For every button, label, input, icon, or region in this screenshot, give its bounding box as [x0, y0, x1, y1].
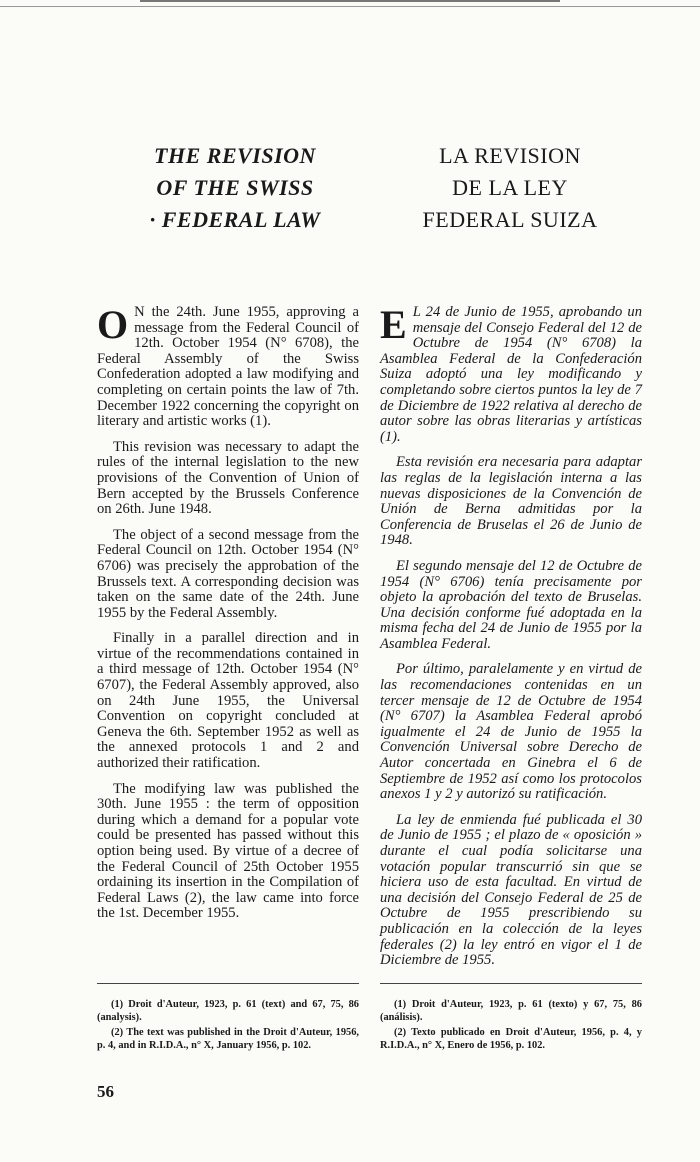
spanish-column — [380, 302, 642, 979]
title-es-line-1: LA REVISION — [439, 143, 581, 168]
footnotes-spanish — [380, 998, 642, 1054]
footnote-divider-es — [380, 983, 642, 984]
footnotes-english — [97, 998, 359, 1054]
english-column — [97, 302, 359, 932]
top-edge-rule — [140, 0, 560, 2]
es-paragraph-1-text: L 24 de Junio de 1955, aprobando un mensaje del Consejo Federal del 12 de Octubre de 1954 (N° 6708) la Asamblea Federal de la Confederación Suiza adoptó una ley modificando y completando sobre ciertos puntos la ley de 7 de Diciembre de 1922 relativa al derecho de autor sobre las obras literarias y artísticas (1). — [380, 304, 642, 445]
en-paragraph-1 — [97, 302, 359, 430]
es-paragraph-5: La ley de enmienda fué publicada el 30 de Junio de 1955 ; el plazo de « oposición » durante el cual podía solicitarse una votación popular transcurrió sin que se hiciera uso de esta facultad. En virtud de una decisión del Consejo Federal de 25 de Octubre de 1955 prescribiendo su publicación en la colección de la leyes federales (2) la ley entró en vigor el 1 de Diciembre de 1955. — [380, 811, 642, 969]
es-footnote-2: (2) Texto publicado en Droit d'Auteur, 1956, p. 4, y R.I.D.A., n° X, Enero de 1956, p. 102. — [380, 1027, 642, 1051]
es-paragraph-2: Esta revisión era necesaria para adaptar las reglas de la legislación interna a las nuevas disposiciones de la Convención de Unión de Berna admitidas por la Conferencia de Bruselas el 26 de Junio de 1948. — [380, 454, 642, 549]
title-en-line-3: · FEDERAL LAW — [149, 207, 321, 232]
es-paragraph-3: El segundo mensaje del 12 de Octubre de 1954 (N° 6706) tenía precisamente por objeto la aprobación del texto de Bruselas. Una decisión conforme fué adoptada en la misma fecha del 24 de Junio de 1955 por la Asamblea Federal. — [380, 557, 642, 652]
es-footnote-1: (1) Droit d'Auteur, 1923, p. 61 (texto) y 67, 75, 86 (análisis). — [380, 999, 642, 1023]
title-es-line-2: DE LA LEY — [452, 175, 568, 200]
en-paragraph-4: Finally in a parallel direction and in virtue of the recommendations contained in a third message of 12th. October 1954 (N° 6707), the Federal Assembly approved, also on 24th June 1955, the Universal Convention on copyright concluded at Geneva the 6th. September 1952 as well as the annexed protocols 1 and 2 and authorized their ratification. — [97, 630, 359, 772]
en-footnote-2: (2) The text was published in the Droit d'Auteur, 1956, p. 4, and in R.I.D.A., n° X, January 1956, p. 102. — [97, 1027, 359, 1051]
en-paragraph-5: The modifying law was published the 30th. June 1955 : the term of opposition during which a demand for a popular vote could be presented has passed without this option being used. By virtue of a decree of the Federal Council of 25th October 1955 ordaining its insertion in the Compilation of Federal Laws (2), the law came into force the 1st. December 1955. — [97, 780, 359, 922]
es-paragraph-4: Por último, paralelamente y en virtud de las recomendaciones contenidas en un tercer mensaje de 12 de Octubre de 1954 (N° 6707) la Asamblea Federal aprobó igualmente el 24 de Junio de 1955 la Convención Universal sobre Derecho de Autor concertada en Ginebra el 6 de Septiembre de 1952 así como los protocolos anexos 1 y 2 y autorizó su ratificación. — [380, 661, 642, 803]
es-paragraph-1 — [380, 302, 642, 445]
title-es-line-3: FEDERAL SUIZA — [422, 207, 598, 232]
en-paragraph-2: This revision was necessary to adapt the rules of the internal legislation to the new provisions of the Convention of Union of Bern accepted by the Brussels Conference on 26th. June 1948. — [97, 438, 359, 518]
en-dropcap: O — [97, 302, 129, 347]
title-en-line-2: OF THE SWISS — [156, 175, 314, 200]
title-english — [120, 140, 350, 236]
es-dropcap: E — [380, 302, 407, 347]
title-spanish — [395, 140, 625, 236]
page-number: 56 — [97, 1082, 114, 1101]
en-footnote-1: (1) Droit d'Auteur, 1923, p. 61 (text) and 67, 75, 86 (analysis). — [97, 999, 359, 1023]
title-en-line-1: THE REVISION — [154, 143, 316, 168]
en-paragraph-1-text: N the 24th. June 1955, approving a message from the Federal Council of 12th. October 1954 (N° 6708), the Federal Assembly of the Swiss Confederation adopted a law modifying and completing on certain points the law of 7th. December 1922 concerning the copyright on literary and artistic works (1). — [97, 304, 359, 430]
en-paragraph-3: The object of a second message from the Federal Council on 12th. October 1954 (N° 6706) was precisely the approbation of the Brussels text. A corresponding decision was taken on the same date of the 24th. June 1955 by the Federal Assembly. — [97, 526, 359, 621]
footnote-divider-en — [97, 983, 359, 984]
top-rule — [0, 6, 700, 7]
